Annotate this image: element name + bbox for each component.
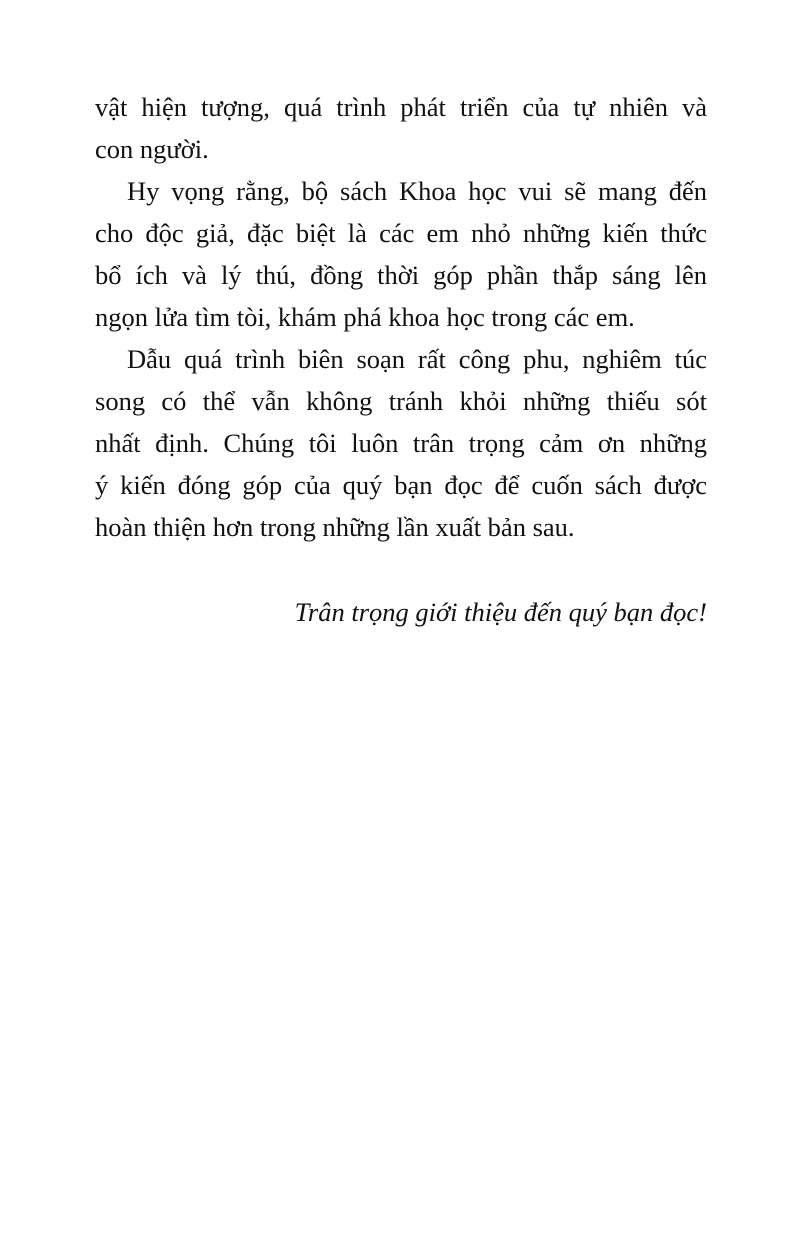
text-line: cho độc giả, đặc biệt là các em nhỏ những kiến thức — [95, 218, 707, 248]
text-line: bổ ích và lý thú, đồng thời góp phần thắp sáng lên — [95, 260, 707, 290]
text-line: song có thể vẫn không tránh khỏi những thiếu sót — [95, 386, 707, 416]
text-line: hoàn thiện hơn trong những lần xuất bản sau. — [95, 512, 575, 542]
text-line: ý kiến đóng góp của quý bạn đọc để cuốn sách được — [95, 470, 707, 500]
closing-signature-line: Trân trọng giới thiệu đến quý bạn đọc! — [294, 597, 707, 627]
text-line: ngọn lửa tìm tòi, khám phá khoa học trong các em. — [95, 302, 635, 332]
book-page-body — [95, 86, 707, 548]
paragraph-hope — [95, 170, 707, 338]
text-line: con người. — [95, 134, 209, 164]
text-line: nhất định. Chúng tôi luôn trân trọng cảm ơn những — [95, 428, 707, 458]
text-line: Dẫu quá trình biên soạn rất công phu, nghiêm túc — [127, 344, 707, 374]
paragraph-acknowledgement — [95, 338, 707, 548]
paragraph-continuation — [95, 86, 707, 170]
text-line: vật hiện tượng, quá trình phát triển của tự nhiên và — [95, 92, 707, 122]
text-line: Hy vọng rằng, bộ sách Khoa học vui sẽ mang đến — [127, 176, 707, 206]
